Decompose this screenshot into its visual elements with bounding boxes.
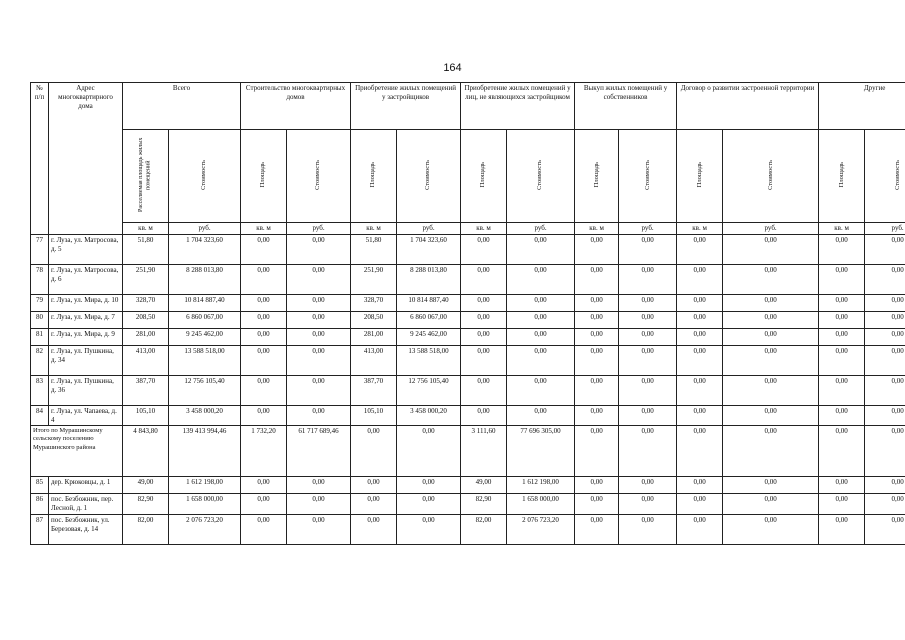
cell-value: 0,00 (241, 494, 287, 515)
cell-value: 0,00 (287, 311, 351, 328)
cell-value: 0,00 (575, 426, 619, 477)
cell-value: 0,00 (619, 375, 677, 405)
cell-value: 0,00 (397, 477, 461, 494)
unit-area: кв. м (575, 223, 619, 235)
subheader-cost: Стоимость (865, 130, 905, 223)
cell-value: 0,00 (723, 328, 819, 345)
cell-value: 387,70 (351, 375, 397, 405)
cell-value: 0,00 (351, 514, 397, 544)
cell-value: 0,00 (241, 375, 287, 405)
unit-area: кв. м (677, 223, 723, 235)
cell-value: 0,00 (575, 311, 619, 328)
table-row (31, 405, 905, 426)
cell-value: 0,00 (507, 294, 575, 311)
cell-value: 0,00 (865, 375, 905, 405)
cell-value: 0,00 (865, 514, 905, 544)
cell-value: 0,00 (619, 234, 677, 264)
row-number: 84 (31, 405, 49, 426)
housing-table (30, 82, 905, 545)
cell-value: 105,10 (123, 405, 169, 426)
cell-value: 0,00 (819, 405, 865, 426)
header-num: № п/п (31, 83, 49, 235)
row-number: 87 (31, 514, 49, 544)
cell-value: 0,00 (865, 405, 905, 426)
cell-value: 281,00 (351, 328, 397, 345)
cell-value: 0,00 (287, 375, 351, 405)
cell-value: 0,00 (677, 328, 723, 345)
cell-value: 0,00 (461, 264, 507, 294)
cell-value: 0,00 (865, 311, 905, 328)
unit-area: кв. м (241, 223, 287, 235)
cell-value: 0,00 (287, 494, 351, 515)
row-address: пос. Безбожник, ул. Березовая, д. 14 (49, 514, 123, 544)
cell-value: 0,00 (507, 328, 575, 345)
cell-value: 2 076 723,20 (169, 514, 241, 544)
subheader-area: Площадь (677, 130, 723, 223)
unit-cost: руб. (287, 223, 351, 235)
cell-value: 0,00 (287, 234, 351, 264)
page-number: 164 (443, 62, 462, 74)
subheader-area: Площадь (241, 130, 287, 223)
cell-value: 328,70 (351, 294, 397, 311)
cell-value: 0,00 (677, 514, 723, 544)
cell-value: 0,00 (619, 514, 677, 544)
unit-area: кв. м (461, 223, 507, 235)
cell-value: 10 814 887,40 (397, 294, 461, 311)
cell-value: 0,00 (677, 294, 723, 311)
header-group-buyout: Выкуп жилых помещений у собственников (575, 83, 677, 130)
cell-value: 0,00 (241, 345, 287, 375)
cell-value: 208,50 (123, 311, 169, 328)
header-group-purchase-non-developer: Приобретение жилых помещений у лиц, не являющихся застройщиком (461, 83, 575, 130)
cell-value: 0,00 (397, 426, 461, 477)
row-number: 79 (31, 294, 49, 311)
cell-value: 0,00 (287, 514, 351, 544)
cell-value: 0,00 (819, 375, 865, 405)
cell-value: 251,90 (351, 264, 397, 294)
cell-value: 0,00 (677, 477, 723, 494)
cell-value: 0,00 (819, 294, 865, 311)
cell-value: 0,00 (575, 494, 619, 515)
cell-value: 0,00 (677, 311, 723, 328)
cell-value: 0,00 (619, 311, 677, 328)
cell-value: 0,00 (241, 328, 287, 345)
cell-value: 0,00 (575, 294, 619, 311)
row-address: г. Луза, ул. Матросова, д. 6 (49, 264, 123, 294)
cell-value: 0,00 (677, 234, 723, 264)
cell-value: 3 458 000,20 (169, 405, 241, 426)
subheader-area: Площадь (351, 130, 397, 223)
cell-value: 51,80 (351, 234, 397, 264)
cell-value: 1 732,20 (241, 426, 287, 477)
subheader-cost: Стоимость (169, 130, 241, 223)
cell-value: 0,00 (819, 514, 865, 544)
row-number: 78 (31, 264, 49, 294)
cell-value: 82,90 (461, 494, 507, 515)
header-group-other: Другие (819, 83, 905, 130)
cell-value: 49,00 (461, 477, 507, 494)
row-address: г. Луза, ул. Чапаева, д. 4 (49, 405, 123, 426)
cell-value: 0,00 (287, 345, 351, 375)
cell-value: 413,00 (351, 345, 397, 375)
unit-cost: руб. (619, 223, 677, 235)
cell-value: 8 288 013,80 (169, 264, 241, 294)
cell-value: 0,00 (723, 405, 819, 426)
cell-value: 387,70 (123, 375, 169, 405)
subheader-cost: Стоимость (397, 130, 461, 223)
row-address: пос. Безбожник, пер. Лесной, д. 1 (49, 494, 123, 515)
row-number: 86 (31, 494, 49, 515)
cell-value: 0,00 (575, 328, 619, 345)
cell-value: 13 588 518,00 (169, 345, 241, 375)
cell-value: 0,00 (575, 234, 619, 264)
cell-value: 0,00 (865, 234, 905, 264)
cell-value: 0,00 (819, 234, 865, 264)
cell-value: 0,00 (575, 345, 619, 375)
cell-value: 0,00 (241, 514, 287, 544)
total-label: Итого по Мурашинскому сельскому поселению Мурашинского района (31, 426, 123, 477)
cell-value: 6 860 067,00 (397, 311, 461, 328)
cell-value: 0,00 (677, 375, 723, 405)
unit-cost: руб. (169, 223, 241, 235)
cell-value: 0,00 (677, 426, 723, 477)
cell-value: 0,00 (723, 234, 819, 264)
cell-value: 0,00 (865, 328, 905, 345)
cell-value: 0,00 (723, 375, 819, 405)
cell-value: 0,00 (723, 311, 819, 328)
row-number: 77 (31, 234, 49, 264)
cell-value: 0,00 (241, 311, 287, 328)
cell-value: 4 843,80 (123, 426, 169, 477)
cell-value: 0,00 (619, 264, 677, 294)
cell-value: 0,00 (241, 264, 287, 294)
subheader-area: Площадь (575, 130, 619, 223)
cell-value: 12 756 105,40 (397, 375, 461, 405)
cell-value: 0,00 (461, 234, 507, 264)
cell-value: 0,00 (723, 514, 819, 544)
cell-value: 77 696 305,00 (507, 426, 575, 477)
subheader-area: Площадь (461, 130, 507, 223)
cell-value: 0,00 (819, 264, 865, 294)
cell-value: 0,00 (287, 264, 351, 294)
row-address: г. Луза, ул. Матросова, д. 5 (49, 234, 123, 264)
cell-value: 0,00 (619, 405, 677, 426)
cell-value: 0,00 (677, 405, 723, 426)
cell-value: 0,00 (723, 494, 819, 515)
cell-value: 0,00 (241, 294, 287, 311)
table-row (31, 294, 905, 311)
cell-value: 0,00 (507, 264, 575, 294)
row-number: 83 (31, 375, 49, 405)
cell-value: 0,00 (351, 477, 397, 494)
unit-area: кв. м (123, 223, 169, 235)
cell-value: 3 111,60 (461, 426, 507, 477)
cell-value: 0,00 (287, 405, 351, 426)
cell-value: 0,00 (819, 345, 865, 375)
table-row (31, 494, 905, 515)
cell-value: 0,00 (461, 328, 507, 345)
cell-value: 12 756 105,40 (169, 375, 241, 405)
cell-value: 1 658 000,00 (169, 494, 241, 515)
cell-value: 0,00 (461, 311, 507, 328)
cell-value: 281,00 (123, 328, 169, 345)
cell-value: 0,00 (287, 477, 351, 494)
cell-value: 0,00 (619, 294, 677, 311)
unit-cost: руб. (865, 223, 905, 235)
unit-cost: руб. (397, 223, 461, 235)
table-row (31, 477, 905, 494)
header-group-territory: Договор о развитии застроенной территории (677, 83, 819, 130)
cell-value: 0,00 (461, 345, 507, 375)
unit-area: кв. м (351, 223, 397, 235)
table-row (31, 264, 905, 294)
cell-value: 0,00 (575, 375, 619, 405)
subheader-total-area: Расселяемая площадь жилых помещений (123, 130, 169, 223)
table-row (31, 234, 905, 264)
cell-value: 9 245 462,00 (397, 328, 461, 345)
cell-value: 0,00 (575, 264, 619, 294)
row-address: г. Луза, ул. Пушкина, д. 34 (49, 345, 123, 375)
cell-value: 0,00 (865, 345, 905, 375)
cell-value: 0,00 (575, 477, 619, 494)
table-row (31, 375, 905, 405)
table-row (31, 328, 905, 345)
cell-value: 0,00 (461, 375, 507, 405)
row-number: 81 (31, 328, 49, 345)
cell-value: 1 704 323,60 (169, 234, 241, 264)
cell-value: 413,00 (123, 345, 169, 375)
row-number: 85 (31, 477, 49, 494)
cell-value: 0,00 (507, 345, 575, 375)
cell-value: 0,00 (723, 426, 819, 477)
cell-value: 139 413 994,46 (169, 426, 241, 477)
cell-value: 1 612 198,00 (507, 477, 575, 494)
cell-value: 2 076 723,20 (507, 514, 575, 544)
row-address: г. Луза, ул. Мира, д. 10 (49, 294, 123, 311)
cell-value: 0,00 (241, 405, 287, 426)
cell-value: 0,00 (677, 494, 723, 515)
cell-value: 328,70 (123, 294, 169, 311)
cell-value: 0,00 (241, 477, 287, 494)
header-group-construction: Строительство многоквартирных домов (241, 83, 351, 130)
cell-value: 0,00 (619, 477, 677, 494)
cell-value: 0,00 (507, 375, 575, 405)
cell-value: 0,00 (241, 234, 287, 264)
cell-value: 0,00 (819, 311, 865, 328)
cell-value: 0,00 (819, 328, 865, 345)
cell-value: 0,00 (819, 494, 865, 515)
cell-value: 0,00 (819, 426, 865, 477)
row-number: 82 (31, 345, 49, 375)
cell-value: 10 814 887,40 (169, 294, 241, 311)
cell-value: 82,90 (123, 494, 169, 515)
subheader-cost: Стоимость (723, 130, 819, 223)
cell-value: 0,00 (677, 345, 723, 375)
cell-value: 13 588 518,00 (397, 345, 461, 375)
cell-value: 0,00 (723, 294, 819, 311)
cell-value: 61 717 689,46 (287, 426, 351, 477)
subheader-cost: Стоимость (507, 130, 575, 223)
row-address: г. Луза, ул. Мира, д. 7 (49, 311, 123, 328)
subheader-area: Площадь (819, 130, 865, 223)
cell-value: 0,00 (287, 294, 351, 311)
cell-value: 0,00 (619, 426, 677, 477)
cell-value: 0,00 (677, 264, 723, 294)
unit-cost: руб. (507, 223, 575, 235)
cell-value: 0,00 (351, 426, 397, 477)
cell-value: 49,00 (123, 477, 169, 494)
cell-value: 6 860 067,00 (169, 311, 241, 328)
table-row (31, 311, 905, 328)
row-address: г. Луза, ул. Мира, д. 9 (49, 328, 123, 345)
subheader-cost: Стоимость (619, 130, 677, 223)
cell-value: 0,00 (865, 264, 905, 294)
total-row (31, 426, 905, 477)
cell-value: 0,00 (575, 405, 619, 426)
cell-value: 0,00 (619, 345, 677, 375)
cell-value: 1 658 000,00 (507, 494, 575, 515)
cell-value: 0,00 (461, 294, 507, 311)
cell-value: 1 704 323,60 (397, 234, 461, 264)
cell-value: 8 288 013,80 (397, 264, 461, 294)
header-group-purchase-developer: Приобретение жилых помещений у застройщиков (351, 83, 461, 130)
cell-value: 0,00 (819, 477, 865, 494)
cell-value: 9 245 462,00 (169, 328, 241, 345)
cell-value: 0,00 (397, 514, 461, 544)
cell-value: 0,00 (723, 264, 819, 294)
cell-value: 0,00 (507, 311, 575, 328)
cell-value: 3 458 000,20 (397, 405, 461, 426)
cell-value: 0,00 (723, 477, 819, 494)
cell-value: 0,00 (865, 477, 905, 494)
unit-area: кв. м (819, 223, 865, 235)
cell-value: 1 612 198,00 (169, 477, 241, 494)
cell-value: 0,00 (619, 328, 677, 345)
cell-value: 0,00 (351, 494, 397, 515)
cell-value: 82,00 (123, 514, 169, 544)
cell-value: 0,00 (619, 494, 677, 515)
header-group-total: Всего (123, 83, 241, 130)
cell-value: 208,50 (351, 311, 397, 328)
cell-value: 0,00 (865, 494, 905, 515)
cell-value: 0,00 (461, 405, 507, 426)
cell-value: 0,00 (723, 345, 819, 375)
cell-value: 251,90 (123, 264, 169, 294)
table-row (31, 345, 905, 375)
cell-value: 0,00 (507, 234, 575, 264)
row-number: 80 (31, 311, 49, 328)
cell-value: 105,10 (351, 405, 397, 426)
subheader-cost: Стоимость (287, 130, 351, 223)
cell-value: 0,00 (865, 426, 905, 477)
cell-value: 51,80 (123, 234, 169, 264)
cell-value: 0,00 (865, 294, 905, 311)
row-address: г. Луза, ул. Пушкина, д. 36 (49, 375, 123, 405)
cell-value: 0,00 (287, 328, 351, 345)
header-address: Адрес многоквартирного дома (49, 83, 123, 235)
cell-value: 0,00 (575, 514, 619, 544)
cell-value: 0,00 (507, 405, 575, 426)
unit-cost: руб. (723, 223, 819, 235)
table-row (31, 514, 905, 544)
cell-value: 0,00 (397, 494, 461, 515)
row-address: дер. Крюковцы, д. 1 (49, 477, 123, 494)
cell-value: 82,00 (461, 514, 507, 544)
